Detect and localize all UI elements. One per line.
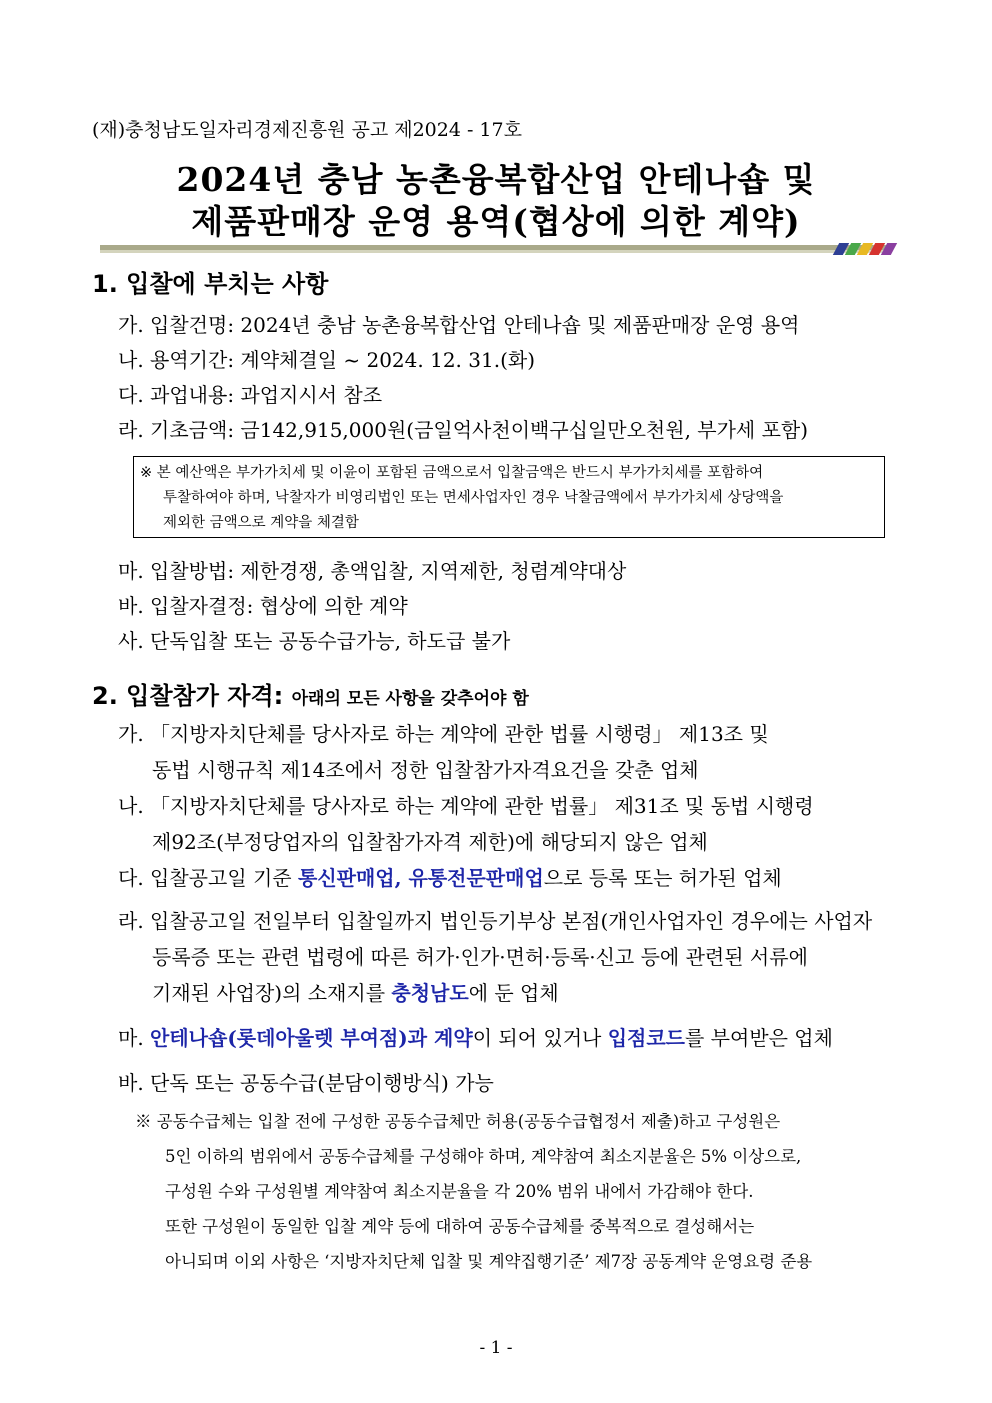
section1-item-da: 다. 과업내용: 과업지시서 참조 xyxy=(118,383,383,407)
joint-supply-footnote-line3: 구성원 수와 구성원별 계약참여 최소지분율을 각 20% 범위 내에서 가감해야 한다. xyxy=(165,1182,754,1201)
section2-ra-suffix: 에 둔 업체 xyxy=(468,981,559,1005)
section2-item-da xyxy=(118,862,782,891)
joint-supply-footnote-line4: 또한 구성원이 동일한 입찰 계약 등에 대하여 공동수급체를 중복적으로 결성해서는 xyxy=(165,1217,755,1236)
section2-item-ra-line1: 라. 입찰공고일 전일부터 입찰일까지 법인등기부상 본점(개인사업자인 경우에는 사업자 xyxy=(118,909,873,933)
section2-ma-highlight2: 입점코드 xyxy=(607,1026,685,1050)
section2-ma-highlight1: 안테나숍(롯데아울렛 부여점)과 계약 xyxy=(150,1026,473,1050)
section2-heading xyxy=(92,676,529,711)
section1-item-ba: 바. 입찰자결정: 협상에 의한 계약 xyxy=(118,594,408,618)
section2-item-ma xyxy=(118,1022,833,1051)
title-divider xyxy=(100,245,890,253)
section2-item-ga-line2: 동법 시행규칙 제14조에서 정한 입찰참가자격요건을 갖춘 업체 xyxy=(152,758,699,782)
section2-ra-prefix: 기재된 사업장)의 소재지를 xyxy=(152,981,392,1005)
notice-number: (재)충청남도일자리경제진흥원 공고 제2024 - 17호 xyxy=(92,119,522,141)
section1-item-ra: 라. 기초금액: 금142,915,000원(금일억사천이백구십일만오천원, 부가세 포함) xyxy=(118,418,809,442)
joint-supply-footnote-line5: 아니되며 이외 사항은 ‘지방자치단체 입찰 및 계약집행기준’ 제7장 공동계약 운영요령 준용 xyxy=(165,1252,813,1271)
section2-ma-suffix: 를 부여받은 업체 xyxy=(684,1026,833,1050)
document-title-line1: 2024년 충남 농촌융복합산업 안테나숍 및 xyxy=(176,160,816,199)
budget-note-box xyxy=(133,456,885,538)
section1-item-na: 나. 용역기간: 계약체결일 ~ 2024. 12. 31.(화) xyxy=(118,348,535,372)
section1-item-ma: 마. 입찰방법: 제한경쟁, 총액입찰, 지역제한, 청렴계약대상 xyxy=(118,559,627,583)
section1-heading: 1. 입찰에 부치는 사항 xyxy=(92,270,329,298)
section2-item-ra-line3 xyxy=(152,977,559,1006)
section2-da-highlight: 통신판매업, 유통전문판매업 xyxy=(298,866,544,890)
joint-supply-footnote-line2: 5인 이하의 범위에서 공동수급체를 구성해야 하며, 계약참여 최소지분율은 5% 이상으로, xyxy=(165,1147,802,1166)
section2-item-na-line1: 나. 「지방자치단체를 당사자로 하는 계약에 관한 법률」 제31조 및 동법 시행령 xyxy=(118,794,814,818)
section2-ma-prefix: 마. xyxy=(118,1026,151,1050)
section2-item-ba: 바. 단독 또는 공동수급(분담이행방식) 가능 xyxy=(118,1071,494,1095)
budget-note-line2: 투찰하여야 하며, 낙찰자가 비영리법인 또는 면세사업자인 경우 낙찰금액에서 부가가치세 상당액을 xyxy=(163,490,784,506)
section2-da-suffix: 으로 등록 또는 허가된 업체 xyxy=(543,866,782,890)
section1-item-sa: 사. 단독입찰 또는 공동수급가능, 하도급 불가 xyxy=(118,629,511,653)
joint-supply-footnote-line1: ※ 공동수급체는 입찰 전에 구성한 공동수급체만 허용(공동수급협정서 제출)하고 구성원은 xyxy=(135,1112,781,1131)
section2-ma-mid: 이 되어 있거나 xyxy=(472,1026,608,1050)
budget-note-line3: 제외한 금액으로 계약을 체결함 xyxy=(163,515,359,531)
section2-heading-sub: 아래의 모든 사항을 갖추어야 함 xyxy=(291,689,529,709)
section2-da-prefix: 다. 입찰공고일 기준 xyxy=(118,866,298,890)
document-title-line2: 제품판매장 운영 용역(협상에 의한 계약) xyxy=(191,202,801,241)
section2-heading-main: 2. 입찰참가 자격: xyxy=(92,682,284,710)
budget-note-line1: ※ 본 예산액은 부가가치세 및 이윤이 포함된 금액으로서 입찰금액은 반드시 부가가치세를 포함하여 xyxy=(140,465,764,481)
section1-item-ga: 가. 입찰건명: 2024년 충남 농촌융복합산업 안테나숍 및 제품판매장 운영 용역 xyxy=(118,313,800,337)
section2-item-na-line2: 제92조(부정당업자의 입찰참가자격 제한)에 해당되지 않은 업체 xyxy=(152,830,708,854)
page-number: - 1 - xyxy=(479,1338,513,1358)
section2-item-ra-line2: 등록증 또는 관련 법령에 따른 허가·인가·면허·등록·신고 등에 관련된 서류에 xyxy=(152,945,808,969)
section2-ra-highlight: 충청남도 xyxy=(391,981,469,1005)
section2-item-ga-line1: 가. 「지방자치단체를 당사자로 하는 계약에 관한 법률 시행령」 제13조 및 xyxy=(118,722,769,746)
